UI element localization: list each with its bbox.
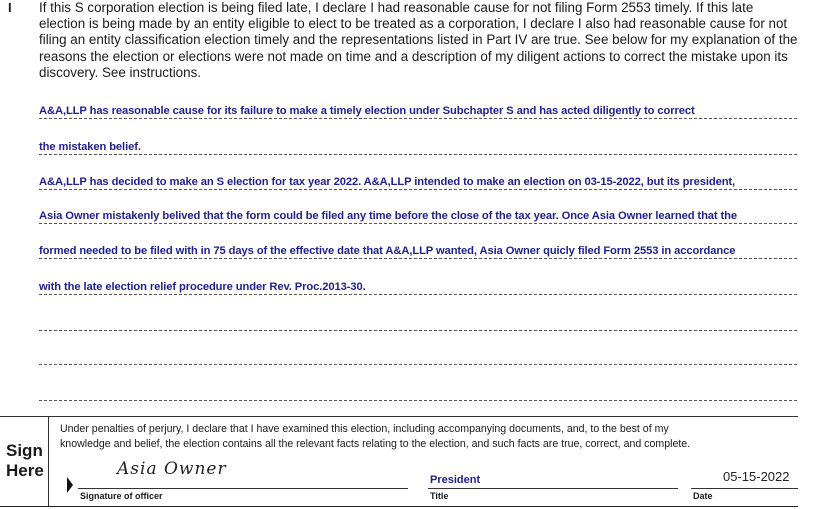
perjury-declaration: Under penalties of perjury, I declare that I have examined this election, including accompanying documents, and, to the best of my knowledge and belief, the election contains all the relevant facts relating to the election, and such facts are true, correct, and complete. bbox=[60, 423, 691, 450]
intro-line: filing an entity classification election timely and the representations listed in Part IV are true. See below for my explanation of the bbox=[39, 32, 798, 48]
intro-line: discovery. See instructions. bbox=[39, 64, 201, 80]
date-line bbox=[691, 488, 798, 489]
intro-line: election is being made by an entity eligible to elect to be treated as a corporation, I declare I also had reasonable cause for not bbox=[39, 16, 788, 32]
signature-label: Signature of officer bbox=[80, 491, 163, 501]
title-field[interactable]: President bbox=[430, 474, 481, 486]
explanation-line-1[interactable]: A&A,LLP has reasonable cause for its failure to make a timely election under Subchapter S and has acted diligently to correct bbox=[39, 104, 797, 119]
explanation-line-9[interactable] bbox=[39, 386, 797, 401]
sign-column-divider bbox=[48, 417, 49, 506]
explanation-line-4[interactable]: Asia Owner mistakenly belived that the form could be filed any time before the close of the tax year. Once Asia Owner learned that the bbox=[39, 209, 797, 224]
signature-line bbox=[78, 488, 408, 489]
explanation-line-6[interactable]: with the late election relief procedure under Rev. Proc.2013-30. bbox=[39, 280, 797, 295]
intro-line: reasons the election or elections were not made on time and a description of my diligent actions to correct the mistake upon its bbox=[39, 48, 788, 64]
intro-line: If this S corporation election is being filed late, I declare I had reasonable cause for not filing Form 2553 timely. If this late bbox=[39, 0, 754, 15]
explanation-line-2[interactable]: the mistaken belief. bbox=[39, 140, 797, 155]
title-label: Title bbox=[430, 491, 449, 501]
section-divider bbox=[0, 416, 798, 417]
date-label: Date bbox=[693, 491, 713, 501]
explanation-line-5[interactable]: formed needed to be filed with in 75 days of the effective date that A&A,LLP wanted, Asia Owner quicly filed Form 2553 in accordance bbox=[39, 244, 797, 259]
explanation-line-3[interactable]: A&A,LLP has decided to make an S election for tax year 2022. A&A,LLP intended to make an election on 03-15-2022, but its president, bbox=[39, 175, 797, 190]
bottom-divider bbox=[0, 506, 798, 507]
explanation-line-8[interactable] bbox=[39, 350, 797, 365]
sign-here-label: Sign Here bbox=[6, 441, 44, 480]
title-line bbox=[428, 488, 678, 489]
item-letter: I bbox=[8, 0, 12, 15]
signature-field[interactable]: Asia Owner bbox=[117, 459, 227, 479]
explanation-line-7[interactable] bbox=[39, 316, 797, 331]
date-field[interactable]: 05-15-2022 bbox=[723, 469, 790, 484]
late-election-statement bbox=[39, 0, 819, 81]
sign-arrow-icon bbox=[67, 477, 73, 493]
